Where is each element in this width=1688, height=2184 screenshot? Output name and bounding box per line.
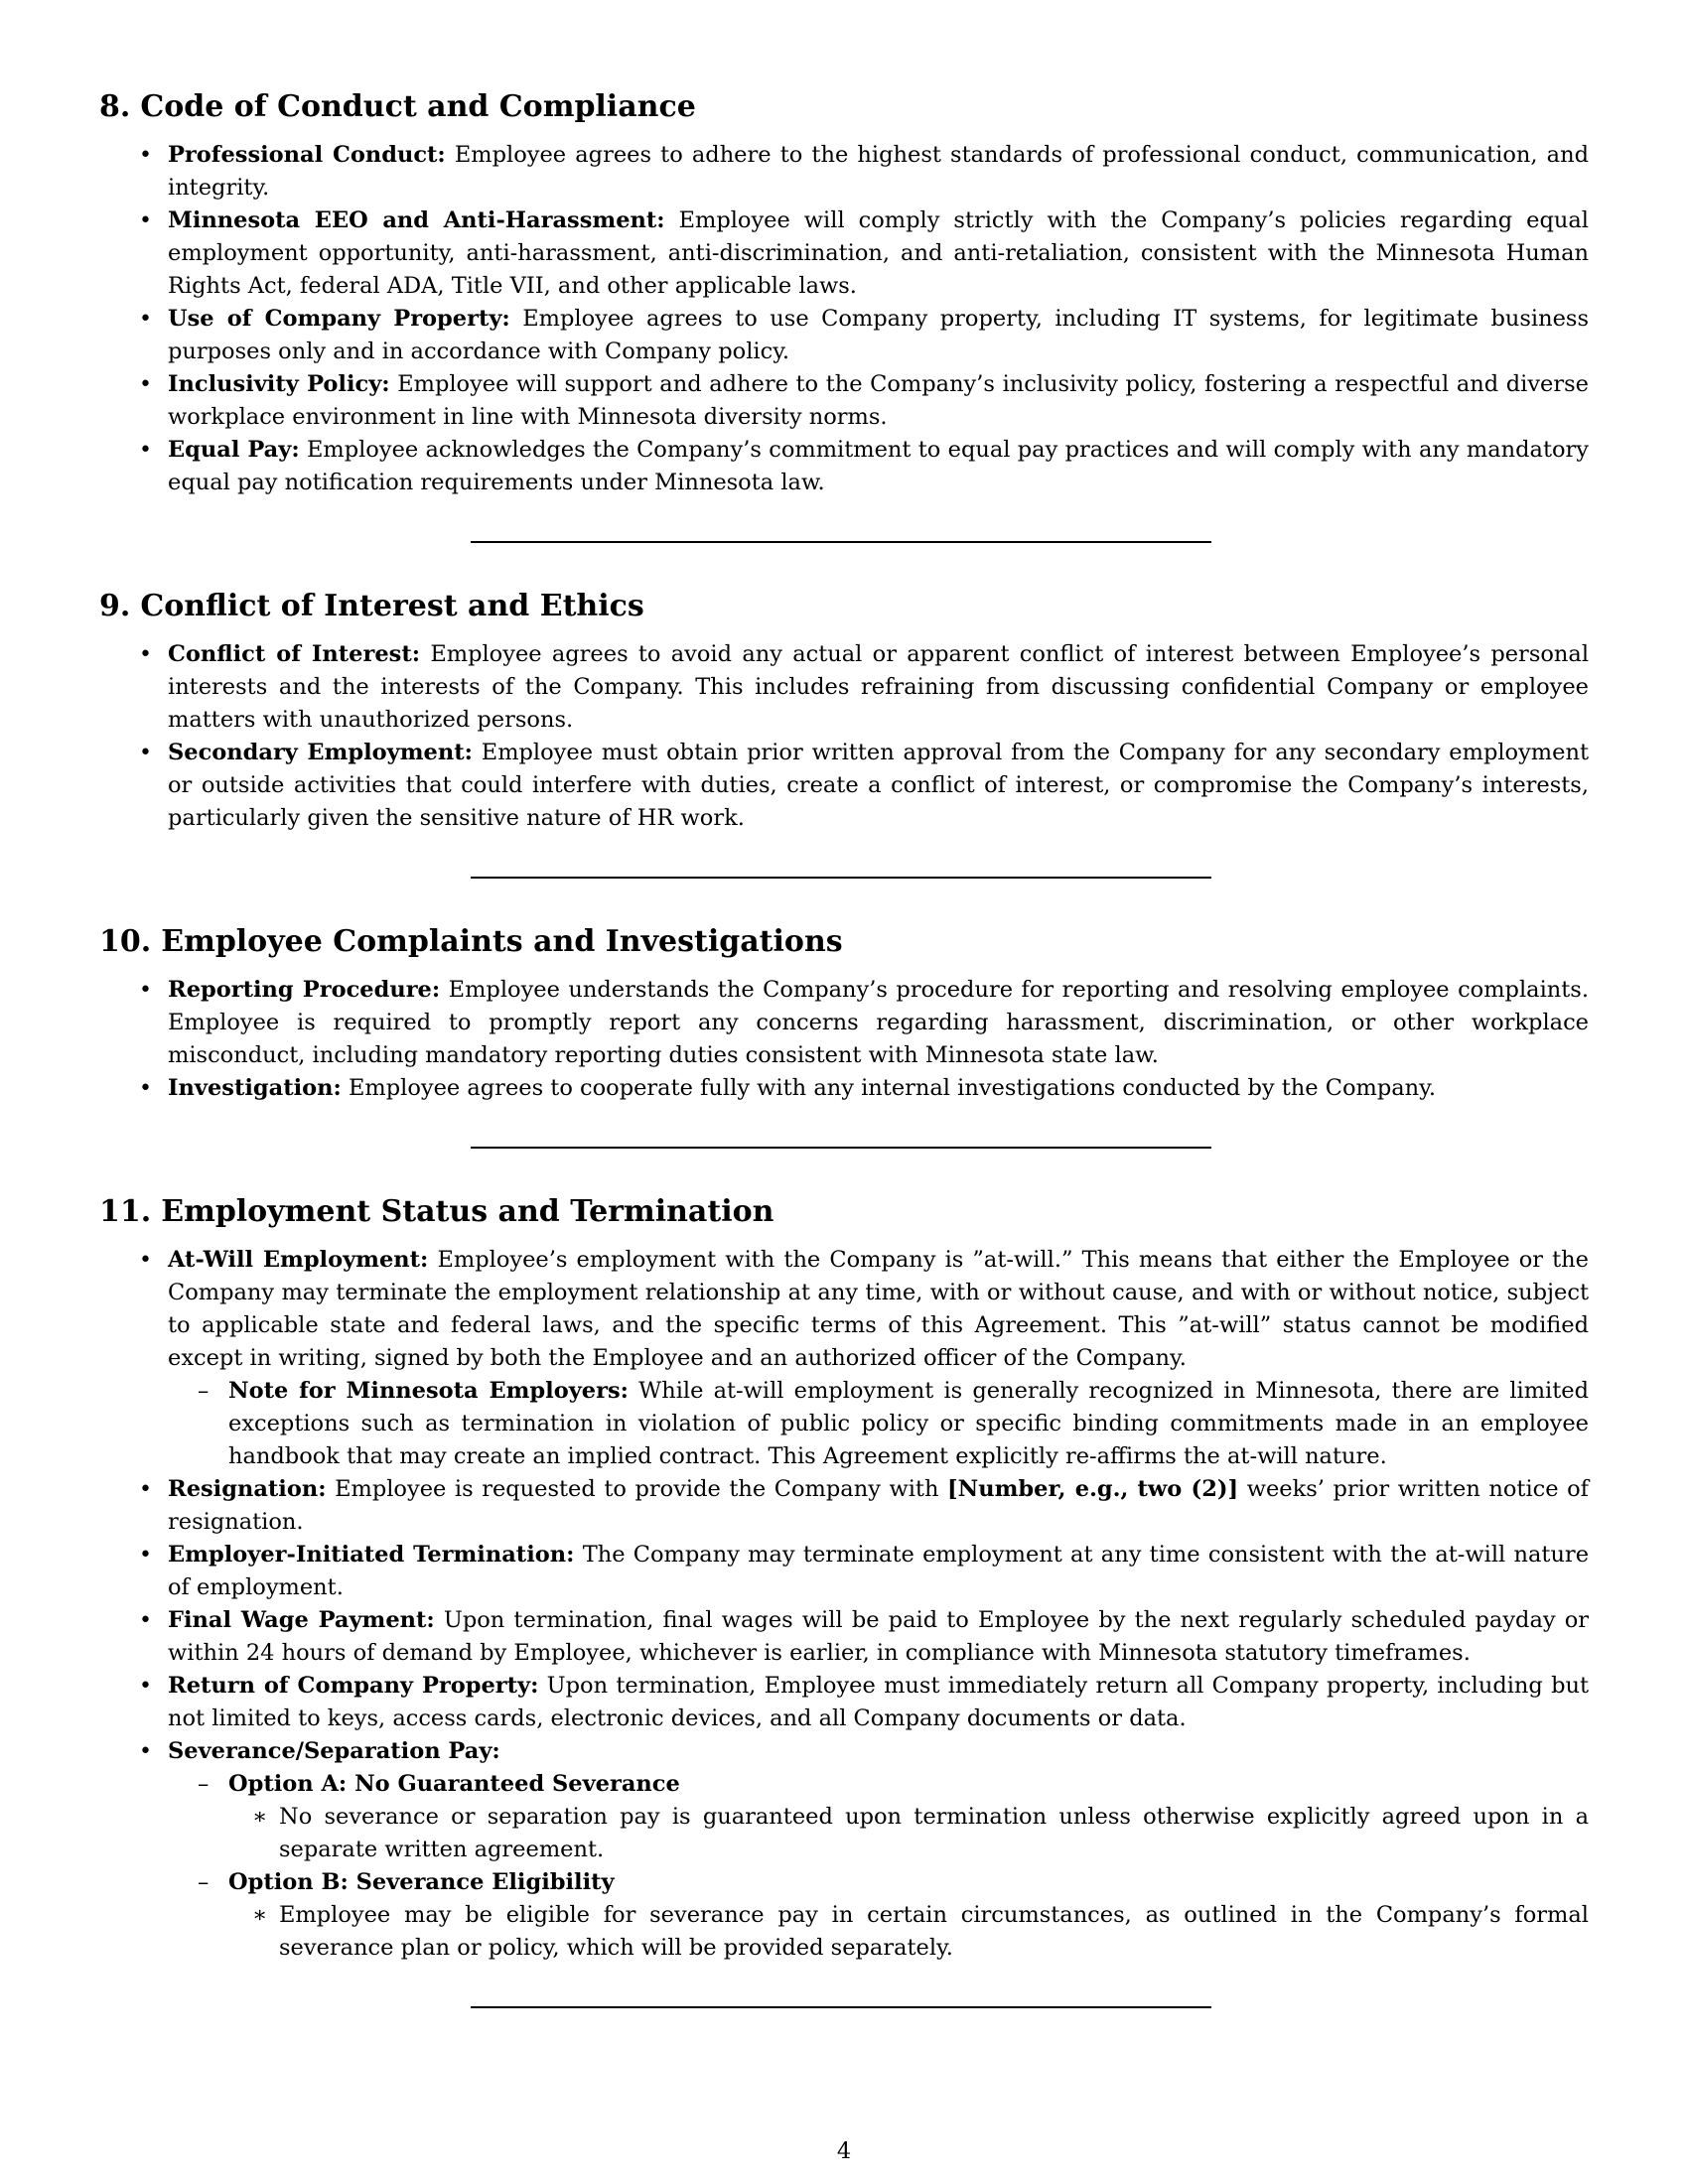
list-item: • Professional Conduct: Employee agrees to adhere to the highest standards of professional conduct, communication, and integrity.: [99, 139, 1589, 205]
list-item: • Use of Company Property: Employee agrees to use Company property, including IT systems, for legitimate business purposes only and in accordance with Company policy.: [99, 303, 1589, 368]
sub-list: [168, 1375, 1589, 1473]
list-item: • Resignation: Employee is requested to provide the Company with [Number, e.g., two (2)] weeks’ prior written notice of resignation.: [99, 1473, 1589, 1539]
section-heading: 10. Employee Complaints and Investigations: [99, 924, 843, 959]
list-item: • Employer-Initiated Termination: The Company may terminate employment at any time consistent with the at-will nature of employment.: [99, 1539, 1589, 1604]
list-item: • Return of Company Property: Upon termination, Employee must immediately return all Company property, including but not limited to keys, access cards, electronic devices, and all Company documents or data.: [99, 1670, 1589, 1735]
sub-list-item: – Option B: Severance Eligibility ∗ Employee may be eligible for severance pay in certain circumstances, as outlined in the Company’s formal severance plan or policy, which will be provided separately.: [168, 1866, 1589, 1965]
bullet-list: [99, 638, 1589, 835]
list-item: • Minnesota EEO and Anti-Harassment: Employee will comply strictly with the Company’s policies regarding equal employment opportunity, anti-harassment, anti-discrimination, and anti-retaliation, consistent with the Minnesota Human Rights Act, federal ADA, Title VII, and other applicable laws.: [99, 205, 1589, 303]
list-item: • Secondary Employment: Employee must obtain prior written approval from the Company for any secondary employment or outside activities that could interfere with duties, create a conflict of interest, or compromise the Company’s interests, particularly given the sensitive nature of HR work.: [99, 737, 1589, 835]
section-code-of-conduct: [99, 89, 1589, 499]
section-divider: [471, 1147, 1211, 1149]
list-item: • Equal Pay: Employee acknowledges the Company’s commitment to equal pay practices and will comply with any mandatory equal pay notification requirements under Minnesota law.: [99, 434, 1589, 499]
document-page: [99, 89, 1589, 2008]
list-item: • At-Will Employment: Employee’s employment with the Company is ”at-will.” This means that either the Employee or the Company may terminate the employment relationship at any time, with or without cause, and with or without notice, subject to applicable state and federal laws, and the specific terms of this Agreement. This ”at-will” status cannot be modified except in writing, signed by both the Employee and an authorized officer of the Company. – Note for Minnesota Employers: While at-will employment is generally recognized in Minnesota, there are limited exceptions such as termination in violation of public policy or specific binding commitments made in an employee handbook that may create an implied contract. This Agreement explicitly re-affirms the at-will nature.: [99, 1244, 1589, 1473]
bullet-list: [99, 1244, 1589, 1965]
section-heading: 11. Employment Status and Termination: [99, 1194, 774, 1229]
sub-sub-list: [228, 1801, 1589, 1866]
sub-list-item: – Note for Minnesota Employers: While at-will employment is generally recognized in Minnesota, there are limited exceptions such as termination in violation of public policy or specific binding commitments made in an employee handbook that may create an implied contract. This Agreement explicitly re-affirms the at-will nature.: [168, 1375, 1589, 1473]
sub-list-item: – Option A: No Guaranteed Severance ∗ No severance or separation pay is guaranteed upon termination unless otherwise explicitly agreed upon in a separate written agreement.: [168, 1768, 1589, 1866]
list-item: • Final Wage Payment: Upon termination, final wages will be paid to Employee by the next regularly scheduled payday or within 24 hours of demand by Employee, whichever is earlier, in compliance with Minnesota statutory timeframes.: [99, 1604, 1589, 1670]
sub-sub-list-item: ∗ Employee may be eligible for severance pay in certain circumstances, as outlined in the Company’s formal severance plan or policy, which will be provided separately.: [228, 1899, 1589, 1965]
section-heading: 8. Code of Conduct and Compliance: [99, 89, 696, 124]
section-employment-status: [99, 1194, 1589, 1965]
list-item: • Conflict of Interest: Employee agrees to avoid any actual or apparent conflict of interest between Employee’s personal interests and the interests of the Company. This includes refraining from discussing confidential Company or employee matters with unauthorized persons.: [99, 638, 1589, 737]
list-item: • Reporting Procedure: Employee understands the Company’s procedure for reporting and resolving employee complaints. Employee is required to promptly report any concerns regarding harassment, discrimination, or other workplace misconduct, including mandatory reporting duties consistent with Minnesota state law.: [99, 974, 1589, 1072]
sub-sub-list-item: ∗ No severance or separation pay is guaranteed upon termination unless otherwise explicitly agreed upon in a separate written agreement.: [228, 1801, 1589, 1866]
bullet-list: [99, 974, 1589, 1105]
list-item: • Investigation: Employee agrees to cooperate fully with any internal investigations conducted by the Company.: [99, 1072, 1589, 1105]
sub-sub-list: [228, 1899, 1589, 1965]
section-divider: [471, 877, 1211, 879]
placeholder-field: [Number, e.g., two (2)]: [947, 1476, 1239, 1502]
page-number: 4: [836, 2138, 852, 2164]
bullet-list: [99, 139, 1589, 499]
list-item: • Severance/Separation Pay: – Option A: No Guaranteed Severance ∗ No severance or separation pay is guaranteed upon termination unless otherwise explicitly agreed upon in a separate written agreement. – Option B: Severance Eligibility ∗ Employee may be eligible for severance pay in certain circumstances, as outlined in the Company’s formal severance plan or policy, which will be provided separately.: [99, 1735, 1589, 1965]
sub-list: [168, 1768, 1589, 1965]
section-employee-complaints: [99, 924, 1589, 1105]
list-item: • Inclusivity Policy: Employee will support and adhere to the Company’s inclusivity policy, fostering a respectful and diverse workplace environment in line with Minnesota diversity norms.: [99, 368, 1589, 434]
section-divider: [471, 541, 1211, 543]
section-divider: [471, 2006, 1211, 2008]
section-heading: 9. Conflict of Interest and Ethics: [99, 589, 644, 623]
section-conflict-of-interest: [99, 589, 1589, 835]
